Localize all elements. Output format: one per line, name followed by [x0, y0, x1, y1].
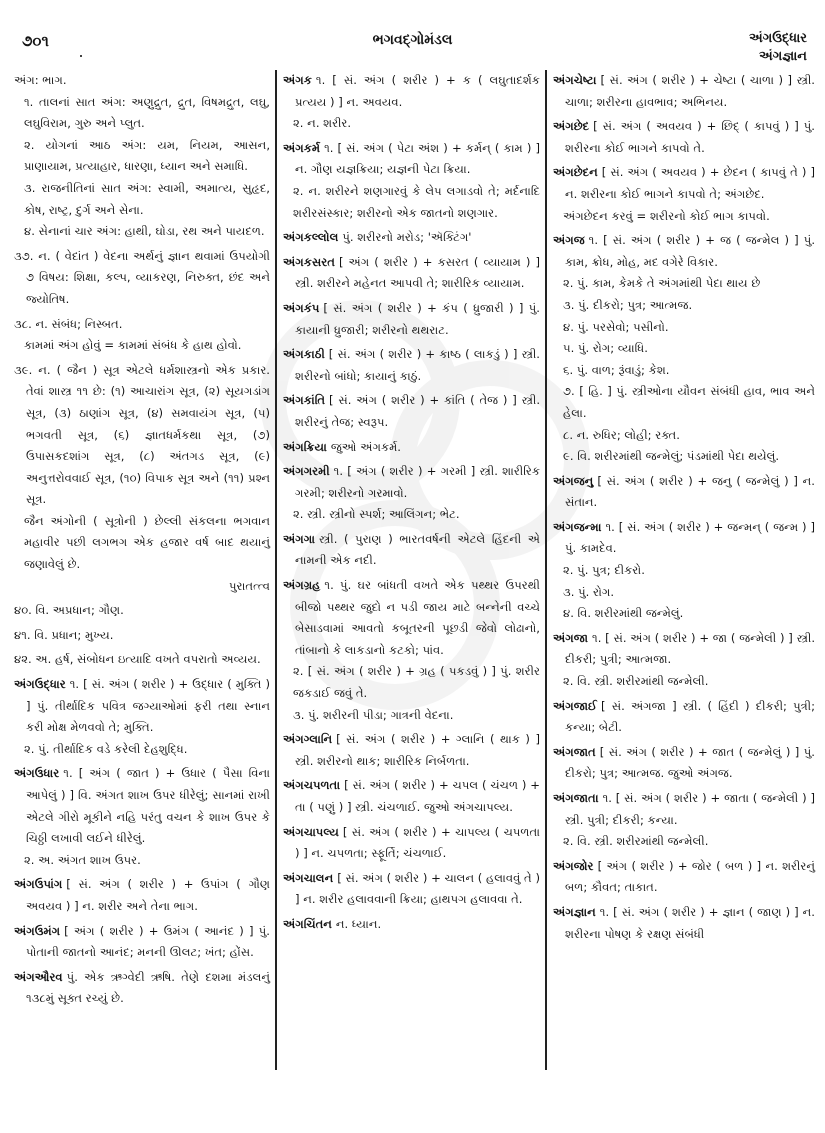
- entry-text: જૈન અંગોની ( સૂત્રોની ) છેલ્લી સંકલના ભગવાન મહાવીર પછી લગભગ એક હજાર વર્ષ બાદ થયાનું જણાવેલું છે.: [24, 513, 270, 572]
- entry-definition: [283, 914, 540, 936]
- entry-text: [ સં. અંગ ( શરીર ) + ઉપાંગ ( ગૌણ અવયવ ) ] ન. શરીર અને તેના ભાગ.: [26, 877, 270, 913]
- entry-sense: [553, 317, 815, 339]
- dictionary-entry: [553, 788, 815, 853]
- entry-text: ૪. પું. પરસેવો; પસીનો.: [563, 319, 669, 334]
- entry-definition: [14, 314, 270, 336]
- entry-definition: [553, 116, 815, 159]
- entry-sense: [553, 582, 815, 604]
- entry-headword: અંગઔરવ: [14, 969, 63, 984]
- entry-definition: [553, 471, 815, 514]
- entry-sense: [553, 206, 815, 228]
- entry-definition: [14, 625, 270, 647]
- entry-text: સ્ત્રી. ( પુરાણ ) ભારતવર્ષની એટલે હિંદની એ નામની એક નદી.: [295, 531, 540, 568]
- entry-headword: અંગક: [283, 73, 312, 87]
- entry-text: [ સં. અંગ ( શરીર ) + ચપલ ( ચંચળ ) + તા ( પણું ) ] સ્ત્રી. ચંચળાઈ. જુઓ અંગચાપલ્ય.: [295, 778, 540, 814]
- entry-headword: અંગઉધાર: [14, 766, 60, 781]
- entry-definition: [283, 344, 540, 387]
- entry-sense: [14, 335, 270, 357]
- dictionary-entry: [553, 856, 815, 899]
- entry-sense: [553, 338, 815, 360]
- dictionary-entry: [553, 471, 815, 514]
- dictionary-entry: [14, 600, 270, 622]
- entry-headword: અંગઉદ્ધાર: [14, 677, 66, 692]
- column-divider-right: [545, 70, 547, 1070]
- entry-definition: [553, 856, 815, 899]
- dictionary-entry: [553, 902, 815, 945]
- print-speck: [80, 55, 82, 57]
- entry-text: ૧. [ સં. અંગ ( શરીર ) + જન્મન્ ( જન્મ ) ] પું. કામદેવ.: [565, 519, 815, 556]
- dictionary-entry: [283, 775, 540, 818]
- entry-text: ૧. [ સં. અંગ ( પેટા અંશ ) + કર્મન્ ( કામ ) ] ન. ગૌણ યજ્ઞક્રિયા; યજ્ઞની પેટા ક્રિયા.: [295, 140, 540, 177]
- book-title: ભગવદ્ગોમંડલ: [372, 32, 453, 48]
- entry-sense: [14, 178, 270, 221]
- entry-text: અંગ: ભાગ.: [14, 73, 67, 87]
- entry-definition: [283, 437, 540, 459]
- entry-text: ૪૨. અ. હર્ષ, સંબોધન ઇત્યાદિ વખતે વપરાતો અવ્યય.: [14, 652, 261, 667]
- dictionary-entry: [283, 529, 540, 572]
- entry-text: ૧. [ સં. અંગ ( શરીર ) + ઉદ્ધાર ( મુક્તિ ) ] પું. તીર્થાદિક પવિત્ર જગ્યાઓમાં ફરી તથા સ્નાન કરી મોક્ષ મેળવવો તે; મુક્તિ.: [26, 677, 270, 735]
- entry-definition: [283, 575, 540, 661]
- entry-definition: [14, 967, 270, 1010]
- entry-text: ૩૯. ન. ( જૈન ) સૂત્ર એટલે ધર્મશાસ્ત્રનો એક પ્રકાર. તેવાં શાસ્ત્ર ૧૧ છે: (૧) આચારાંગ સૂત્ર, (૨) સૂયગડાંગ સૂત્ર, (૩) ઠાણાંગ સૂત્ર, (૪) સમવાયંગ સૂત્ર, (૫) ભગવતી સૂત્ર, (૬) જ્ઞાતધર્મકથા સૂત્ર, (૭) ઉપાસકદશાંગ સૂત્ર, (૮) અંતગડ સૂત્ર, (૯) અનુત્તરોવવાઈ સૂત્ર, (૧૦) વિપાક સૂત્ર અને (૧૧) પ્રશ્ન સૂત્ર.: [14, 362, 270, 507]
- column-middle: [283, 70, 540, 939]
- entry-definition: [14, 649, 270, 671]
- entry-text: [ સં. અંગ ( શરીર ) + ચાપલ્ય ( ચપળતા ) ] ન. ચપળતા; સ્ફૂર્તિ; ચંચળાઈ.: [295, 824, 540, 861]
- entry-text: ૨. સ્ત્રી. સ્ત્રીનો સ્પર્શ; આલિંગન; ભેટ.: [293, 507, 460, 522]
- entry-headword: અંગજાતા: [553, 791, 599, 805]
- entry-definition: [283, 529, 540, 572]
- entry-text: ૨. વિ. સ્ત્રી. શરીરમાંથી જન્મેલી.: [563, 674, 709, 689]
- entry-definition: [553, 517, 815, 560]
- entry-definition: [283, 70, 540, 113]
- entry-headword: અંગજાઈ: [553, 698, 597, 713]
- entry-headword: અંગઉપાંગ: [14, 877, 63, 892]
- entry-text: ૨. વિ. સ્ત્રી. શરીરમાંથી જન્મેલી.: [563, 834, 709, 849]
- dictionary-entry: [283, 437, 540, 459]
- dictionary-entry: [553, 162, 815, 227]
- entry-headword: અંગઉમંગ: [14, 923, 61, 938]
- entry-sense: [14, 850, 270, 872]
- entry-text: ૨. ન. શરીર.: [293, 116, 352, 131]
- dictionary-entry: [553, 230, 815, 468]
- dictionary-entry: [283, 461, 540, 526]
- entry-definition: [283, 227, 540, 249]
- entry-sense: [283, 113, 540, 135]
- entry-sense: [283, 705, 540, 727]
- dictionary-entry: [14, 360, 270, 598]
- entry-headword: અંગકસરત: [283, 254, 335, 269]
- entry-text: ૧. [ સં. અંગ ( શરીર ) + જ્ઞાન ( જાણ ) ] ન. શરીરના પોષણ કે રક્ષણ સંબંધી: [565, 904, 815, 941]
- entry-sense: [553, 425, 815, 447]
- dictionary-entry: [14, 967, 270, 1010]
- dictionary-entry: [283, 138, 540, 224]
- entry-text: [ સં. અંગ ( શરીર ) + જનુ ( જન્મેલું ) ] ન. સંતાન.: [565, 473, 815, 510]
- entry-definition: [14, 70, 270, 92]
- page-number: ૭૦૧: [22, 32, 49, 50]
- entry-text: ૧. [ સં. અંગ ( શરીર ) + ક ( લઘુતાદર્શક પ્રત્યય ) ] ન. અવયવ.: [295, 73, 540, 109]
- entry-text: [ સં. અંગ ( શરીર ) + ગ્લાનિ ( થાક ) ] સ્ત્રી. શરીરનો થાક; શારીરિક નિર્બળતા.: [295, 732, 540, 768]
- entry-definition: [14, 246, 270, 311]
- entry-sense: [553, 381, 815, 424]
- entry-definition: [283, 298, 540, 341]
- entry-text: [ સં. અંગ ( અવયવ ) + છેદન ( કાપવું તે ) ] ન. શરીરના કોઈ ભાગને કાપવો તે; અંગછેદ.: [565, 165, 815, 201]
- entry-attribution: પુરાતત્ત્વ: [229, 578, 270, 593]
- entry-text: [ સં. અંગજા ] સ્ત્રી. ( હિંદી ) દીકરી; પુત્રી; કન્યા; બેટી.: [565, 698, 815, 735]
- entry-sense: [553, 360, 815, 382]
- entry-headword: અંગગ્રહ: [283, 578, 321, 593]
- entry-definition: [553, 70, 815, 113]
- dictionary-entry: [283, 227, 540, 249]
- entry-text: ૨. પું. તીર્થાદિક વડે કરેલી દેહશુદ્ધિ.: [24, 741, 188, 756]
- entry-headword: અંગગરમી: [283, 464, 330, 479]
- dictionary-entry: [14, 70, 270, 243]
- entry-sense: [14, 92, 270, 135]
- dictionary-entry: [553, 116, 815, 159]
- entry-text: ૪. સેનાનાં ચાર અંગ: હાથી, ઘોડા, રથ અને પાયદળ.: [24, 224, 265, 239]
- entry-text: પું. એક ઋગ્વેદી ઋષિ. તેણે દશમા મંડલનું ૧૩૮મું સૂક્ત રચ્યું છે.: [26, 969, 270, 1006]
- entry-headword: અંગકર્મ: [283, 140, 321, 155]
- entry-headword: અંગજનુ: [553, 473, 594, 488]
- entry-text: [ સં. અંગ ( શરીર ) + જાત ( જન્મેલું ) ] પું. દીકરો; પુત્ર; આત્મજ. જુઓ અંગજ.: [565, 744, 815, 781]
- entry-headword: અંગગા: [283, 531, 315, 546]
- entry-text: ૩. રાજનીતિનાં સાત અંગ: સ્વામી, અમાત્ય, સુહૃદ, કોષ, રાષ્ટ્ર, દુર્ગ અને સેના.: [24, 180, 270, 217]
- entry-text: [ સં. અંગ ( શરીર ) + ચાલન ( હલાવવું તે ) ] ન. શરીર હલાવવાની ક્રિયા; હાથપગ હલાવવા તે.: [295, 870, 540, 907]
- entry-sense: [553, 273, 815, 295]
- dictionary-entry: [283, 914, 540, 936]
- dictionary-entry: [14, 921, 270, 964]
- entry-text: જુઓ અંગકર્મ.: [330, 439, 401, 454]
- entry-text: ૫. પું. રોગ; વ્યાધિ.: [563, 341, 648, 356]
- dictionary-entry: [553, 517, 815, 625]
- entry-definition: [553, 162, 815, 205]
- dictionary-entry: [283, 868, 540, 911]
- entry-text: ૩. પું. શરીરની પીડા; ગાત્રની વેદના.: [293, 707, 454, 722]
- dictionary-entry: [14, 649, 270, 671]
- entry-sense: [553, 560, 815, 582]
- entry-sense: [283, 181, 540, 224]
- entry-definition: [553, 230, 815, 273]
- entry-text: [ સં. અંગ ( શરીર ) + કાષ્ઠ ( લાકડું ) ] સ્ત્રી. શરીરનો બાંધો; કાયાનું કાઠું.: [295, 347, 540, 383]
- entry-text: ૨. પું. પુત્ર; દીકરો.: [563, 563, 645, 578]
- dictionary-entry: [283, 575, 540, 726]
- dictionary-entry: [553, 696, 815, 739]
- column-right: [553, 70, 815, 948]
- entry-text: ૩. પું. રોગ.: [563, 584, 615, 599]
- entry-text: ૪. વિ. શરીરમાંથી જન્મેલું.: [563, 606, 684, 621]
- entry-headword: અંગજ્ઞાન: [553, 904, 596, 919]
- entry-text: ૨. ન. શરીરને શણગારવું કે લેપ લગાડવો તે; મર્દનાદિ શરીરસંસ્કાર; શરીરનો એક જાતનો શણગાર.: [293, 183, 540, 220]
- entry-text: ૩. પું. દીકરો; પુત્ર; આત્મજ.: [563, 297, 693, 312]
- entry-text: [ સં. અંગ ( શરીર ) + કંપ ( ધ્રુજારી ) ] પું. કાયાની ધ્રુજારી; શરીરનો થથરાટ.: [295, 300, 540, 337]
- dictionary-entry: [14, 674, 270, 760]
- dictionary-entry: [283, 390, 540, 433]
- dictionary-entry: [283, 729, 540, 772]
- dictionary-entry: [553, 70, 815, 113]
- dictionary-entry: [283, 344, 540, 387]
- dictionary-entry: [14, 625, 270, 647]
- entry-sense: [14, 511, 270, 576]
- entry-text: ૩૮. ન. સંબંધ; નિસ્બત.: [14, 316, 123, 331]
- entry-headword: અંગચાપલ્ય: [283, 824, 339, 839]
- entry-headword: અંગચેષ્ટા: [553, 73, 597, 87]
- entry-definition: [553, 696, 815, 739]
- entry-text: ૭. [ હિ. ] પું. સ્ત્રીઓના યૌવન સંબંધી હાવ, ભાવ અને હેલા.: [563, 384, 815, 420]
- entry-headword: અંગકાઠી: [283, 347, 325, 362]
- entry-sense: [553, 295, 815, 317]
- entry-text: ૨. પું. કામ, કેમકે તે અંગમાંથી પેદા થાય છે: [563, 276, 761, 291]
- dictionary-entry: [14, 763, 270, 871]
- entry-text: ૧. [ સં. અંગ ( શરીર ) + જ ( જન્મેલ ) ] પું. કામ, ક્રોધ, મોહ, મદ વગેરે વિકાર.: [565, 233, 815, 269]
- guide-word-first: અંગઉદ્ધાર: [748, 31, 807, 46]
- dictionary-entry: [553, 742, 815, 785]
- entry-text: [ અંગ ( શરીર ) + ઉમંગ ( આનંદ ) ] પું. પોતાની જાતનો આનંદ; મનની ઊલટ; ખંત; હોંસ.: [26, 923, 270, 960]
- entry-text: કામમાં અંગ હોવું = કામમાં સંબંધ કે હાથ હોવો.: [24, 338, 242, 353]
- entry-definition: [553, 742, 815, 785]
- entry-definition: [283, 868, 540, 911]
- entry-headword: અંગછેદ: [553, 119, 590, 134]
- entry-text: ૧. પું. ઘર બાંધતી વખતે એક પથ્થર ઉપરથી બીજો પથ્થર જુદો ન પડી જાય માટે બન્નેની વચ્ચે બેસાડવામાં આવતો કબૂતરની પૂછડી જેવો લોઢાનો, તાંબાનો કે લાકડાનો કટકો; પાંવ.: [295, 578, 540, 657]
- dictionary-entry: [14, 246, 270, 311]
- entry-definition: [283, 138, 540, 181]
- entry-text: ૧. [ અંગ ( શરીર ) + ગરમી ] સ્ત્રી. શારીરિક ગરમી; શરીરનો ગરમાવો.: [295, 464, 540, 500]
- entry-definition: [14, 674, 270, 739]
- entry-sense: [553, 671, 815, 693]
- entry-definition: [553, 788, 815, 831]
- entry-text: ૧. [ સં. અંગ ( શરીર ) + જાતા ( જન્મેલી ) ] સ્ત્રી. પુત્રી; દીકરી; કન્યા.: [565, 791, 815, 827]
- entry-definition: [283, 729, 540, 772]
- entry-text: ૨. અ. અંગત શાખ ઉપર.: [24, 852, 141, 867]
- entry-definition: [14, 763, 270, 849]
- guide-words: [749, 30, 807, 66]
- entry-definition: [553, 902, 815, 945]
- entry-definition: [14, 360, 270, 511]
- entry-sense: [553, 831, 815, 853]
- entry-headword: અંગછેદન: [553, 165, 598, 180]
- entry-headword: અંગક્રિયા: [283, 439, 327, 454]
- entry-definition: [283, 252, 540, 295]
- entry-text: ૮. ન. રુધિર; લોહી; રક્ત.: [563, 427, 680, 442]
- entry-text: ન. ધ્યાન.: [335, 916, 382, 931]
- entry-text: [ સં. અંગ ( શરીર ) + ચેષ્ટા ( ચાળા ) ] સ્ત્રી. ચાળા; શરીરના હાવભાવ; અભિનય.: [565, 73, 815, 109]
- entry-headword: અંગજન્મા: [553, 519, 602, 534]
- entry-text: [ અંગ ( શરીર ) + કસરત ( વ્યાયામ ) ] સ્ત્રી. શરીરને મહેનત આપવી તે; શારીરિક વ્યાયામ.: [295, 254, 540, 291]
- entry-text: ૩૭. ન. ( વેદાંત ) વેદના અર્થનું જ્ઞાન થવામાં ઉપયોગી ૭ વિષય: શિક્ષા, કલ્પ, વ્યાકરણ, નિરુક્ત, છંદ અને જ્યોતિષ.: [14, 248, 270, 306]
- dictionary-entry: [14, 874, 270, 917]
- entry-text: ૨. યોગનાં આઠ અંગ: યમ, નિયમ, આસન, પ્રાણાયામ, પ્રત્યાહાર, ધારણા, ધ્યાન અને સમાધિ.: [24, 137, 270, 174]
- entry-text: ૧. [ સં. અંગ ( શરીર ) + જા ( જન્મેલી ) ] સ્ત્રી. દીકરી; પુત્રી; આત્મજા.: [565, 630, 815, 667]
- entry-sense: [553, 446, 815, 468]
- entry-headword: અંગજા: [553, 630, 589, 645]
- entry-headword: અંગજ: [553, 233, 585, 248]
- entry-text: ૬. પું. વાળ; રૂંવાડું; કેશ.: [563, 362, 670, 377]
- entry-sense: [283, 661, 540, 704]
- dictionary-entry: [14, 314, 270, 357]
- entry-text: ૯. વિ. શરીરમાંથી જન્મેલું; પંડમાંથી પેદા થયેલું.: [563, 449, 780, 464]
- entry-headword: અંગગ્લાનિ: [283, 732, 333, 747]
- entry-sense: [14, 135, 270, 178]
- dictionary-entry: [283, 822, 540, 865]
- entry-sense: [14, 221, 270, 243]
- entry-definition: [283, 822, 540, 865]
- entry-text: [ સં. અંગ ( શરીર ) + કાંતિ ( તેજ ) ] સ્ત્રી. શરીરનું તેજ; સ્વરૂપ.: [295, 393, 540, 429]
- entry-definition: [14, 921, 270, 964]
- entry-sense: [14, 739, 270, 761]
- entry-text: ૪૧. વિ. પ્રધાન; મુખ્ય.: [14, 627, 114, 642]
- entry-text: ૧. [ અંગ ( જાત ) + ઉધાર ( પૈસા વિના આપેલું ) ] વિ. અંગત શાખ ઉપર ધીરેલું; સાનમાં રાખી એટલે ગીરો મૂકીને નહિ પરંતુ વચન કે શાખ ઉપર કે ચિઠ્ઠી લખાવી લઈને ધીરેલું.: [26, 766, 270, 846]
- entry-text: ૧. તાલનાં સાત અંગ: અણુદ્રુત, દ્રુત, વિષમદ્રુત, લઘુ, લઘુવિરામ, ગુરુ અને પ્લુત.: [24, 94, 270, 131]
- entry-headword: અંગચિંતન: [283, 916, 332, 931]
- entry-definition: [283, 461, 540, 504]
- entry-definition: [14, 600, 270, 622]
- entry-definition: [283, 775, 540, 818]
- entry-headword: અંગકંપ: [283, 300, 320, 315]
- entry-headword: અંગજાત: [553, 744, 596, 759]
- dictionary-entry: [283, 298, 540, 341]
- column-divider-left: [275, 70, 277, 1070]
- entry-definition: [283, 390, 540, 433]
- dictionary-entry: [553, 628, 815, 693]
- entry-text: અંગછેદન કરવું = શરીરનો કોઈ ભાગ કાપવો.: [563, 208, 770, 223]
- entry-sense: [283, 504, 540, 526]
- entry-headword: અંગચાલન: [283, 870, 334, 885]
- entry-definition: [14, 874, 270, 917]
- entry-text: ૨. [ સં. અંગ ( શરીર ) + ગ્રહ ( પકડવું ) ] પું. શરીર જકડાઈ જવું તે.: [293, 664, 540, 701]
- page-header: [0, 0, 825, 66]
- entry-headword: અંગજોર: [553, 858, 594, 873]
- entry-headword: અંગકાંતિ: [283, 393, 326, 408]
- entry-text: [ અંગ ( શરીર ) + જોર ( બળ ) ] ન. શરીરનું બળ; કૌવત; તાકાત.: [565, 858, 815, 895]
- column-left: [14, 70, 270, 1013]
- dictionary-entry: [283, 70, 540, 135]
- entry-text: ૪૦. વિ. અપ્રધાન; ગૌણ.: [14, 603, 124, 618]
- dictionary-entry: [283, 252, 540, 295]
- entry-headword: અંગકલ્લોલ: [283, 230, 339, 245]
- entry-headword: અંગચપળતા: [283, 778, 341, 793]
- entry-text: [ સં. અંગ ( અવયવ ) + છિદ્ ( કાપવું ) ] પું. શરીરના કોઈ ભાગને કાપવો તે.: [565, 119, 815, 155]
- guide-word-last: અંગજ્ઞાન: [759, 49, 807, 64]
- entry-definition: [553, 628, 815, 671]
- entry-text: પું. શરીરનો મરોડ; 'ઍક્ટિંગ': [342, 230, 472, 245]
- entry-sense: [553, 603, 815, 625]
